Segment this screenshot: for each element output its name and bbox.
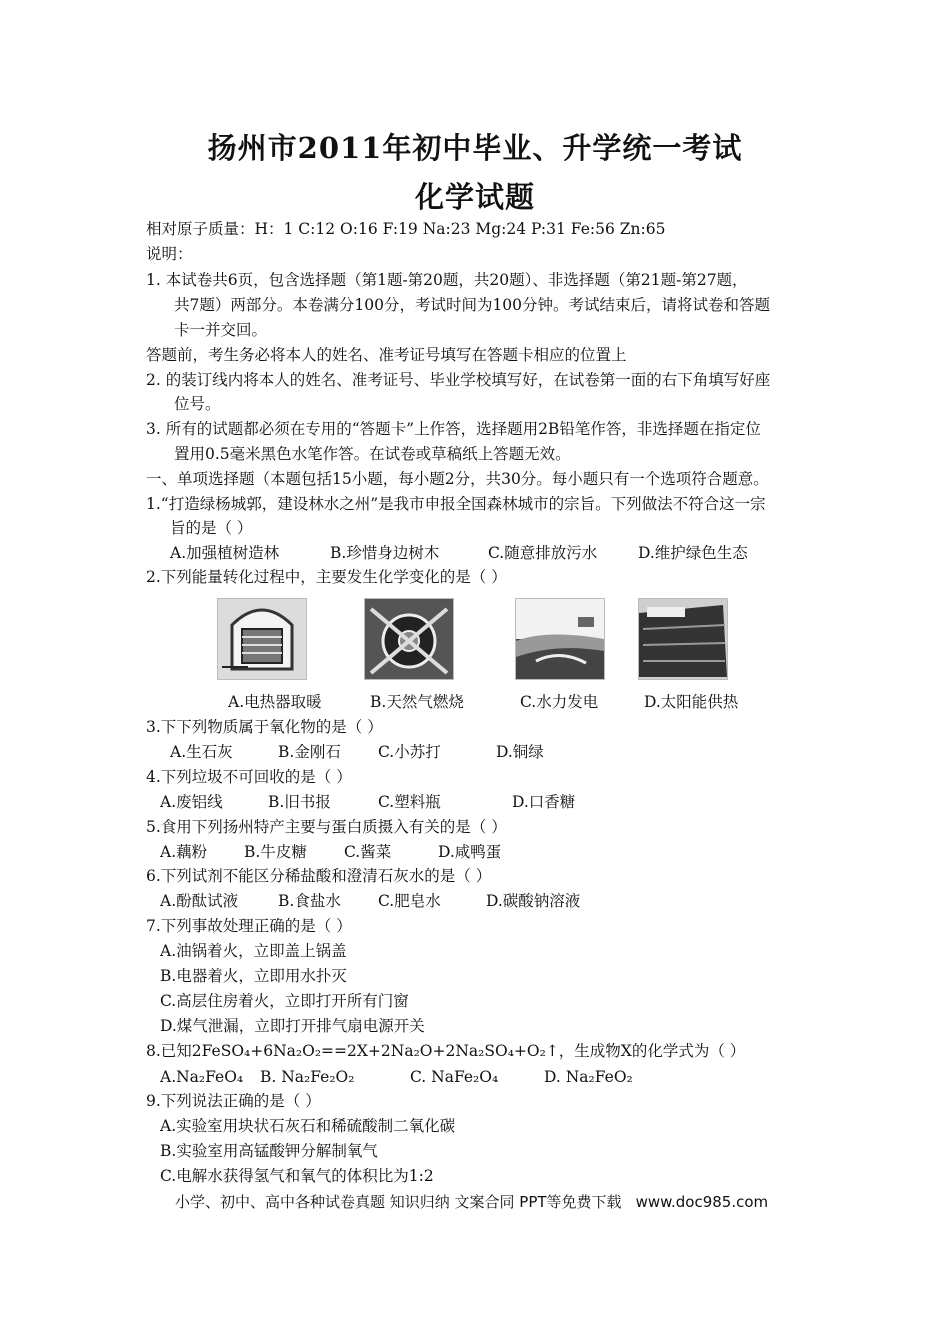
instruction-3-line-2: 置用0.5毫米黑色水笔作答。在试卷或草稿纸上答题无效。 <box>174 445 571 463</box>
option-d: D.维护绿色生态 <box>638 544 748 562</box>
hydropower-picture <box>515 598 605 680</box>
option-b: B.珍惜身边树木 <box>330 544 440 562</box>
question-3: 3.下下列物质属于氧化物的是（ ） <box>146 718 383 736</box>
instruction-3-line-1: 3. 所有的试题都必须在专用的“答题卡”上作答，选择题用2B铅笔作答，非选择题在指定位 <box>146 420 761 438</box>
question-9-option-b: B.实验室用高锰酸钾分解制氧气 <box>160 1142 378 1160</box>
option-b: B.牛皮糖 <box>244 843 307 861</box>
option-b: B.旧书报 <box>268 793 331 811</box>
option-a: A.藕粉 <box>160 843 208 861</box>
exam-title: 扬州市2011年初中毕业、升学统一考试 <box>207 131 743 165</box>
question-4: 4.下列垃圾不可回收的是（ ） <box>146 768 352 786</box>
question-7-option-d: D.煤气泄漏，立即打开排气扇电源开关 <box>160 1017 425 1035</box>
question-8-options <box>160 1067 633 1087</box>
option-c: C. NaFe₂O₄ <box>410 1068 499 1086</box>
question-2-options <box>228 692 738 712</box>
option-a: A.生石灰 <box>170 743 233 761</box>
option-d: D.太阳能供热 <box>644 693 739 711</box>
option-a: A.酚酞试液 <box>160 892 239 910</box>
option-a: A.加强植树造林 <box>170 544 280 562</box>
option-d: D.铜绿 <box>496 743 544 761</box>
option-c: C.随意排放污水 <box>488 544 598 562</box>
option-c: C.酱菜 <box>344 843 392 861</box>
question-7-option-c: C.高层住房着火，立即打开所有门窗 <box>160 992 409 1010</box>
electric-heater-picture <box>217 598 307 680</box>
question-1-options <box>170 543 748 563</box>
instruction-1-line-1: 1. 本试卷共6页，包含选择题（第1题-第20题，共20题）、非选择题（第21题-第27题， <box>146 271 748 289</box>
question-8: 8.已知2FeSO₄+6Na₂O₂==2X+2Na₂O+2Na₂SO₄+O₂↑，生成物X的化学式为（ ） <box>146 1042 746 1060</box>
question-9-option-c: C.电解水获得氢气和氧气的体积比为1:2 <box>160 1167 434 1185</box>
exam-subtitle: 化学试题 <box>414 180 535 214</box>
option-c: C.小苏打 <box>378 743 441 761</box>
question-1-line-1: 1.“打造绿杨城郭，建设林水之州”是我市申报全国森林城市的宗旨。下列做法不符合这一宗 <box>146 495 766 513</box>
option-c: C.塑料瓶 <box>378 793 441 811</box>
footer-text: 小学、初中、高中各种试卷真题 知识归纳 文案合同 PPT等免费下载 <box>175 1193 622 1211</box>
option-b: B.食盐水 <box>278 892 341 910</box>
option-c: C.水力发电 <box>520 693 599 711</box>
question-7: 7.下列事故处理正确的是（ ） <box>146 917 352 935</box>
option-d: D.碳酸钠溶液 <box>486 892 581 910</box>
solar-heater-picture <box>638 598 728 680</box>
question-1-line-2: 旨的是（ ） <box>170 519 253 537</box>
question-9: 9.下列说法正确的是（ ） <box>146 1092 321 1110</box>
footer-site-link[interactable]: www.doc985.com <box>635 1193 769 1211</box>
question-4-options <box>160 792 575 812</box>
instruction-2-line-2: 位号。 <box>174 395 221 413</box>
option-d: D.咸鸭蛋 <box>438 843 502 861</box>
atomic-mass-line: 相对原子质量：H：1 C:12 O:16 F:19 Na:23 Mg:24 P:31 Fe:56 Zn:65 <box>146 220 666 238</box>
question-7-option-b: B.电器着火，立即用水扑灭 <box>160 967 347 985</box>
option-d: D.口香糖 <box>512 793 576 811</box>
question-5-options <box>160 842 501 862</box>
instructions-heading: 说明： <box>146 245 193 263</box>
instruction-2-line-1: 2. 的装订线内将本人的姓名、准考证号、毕业学校填写好，在试卷第一面的右下角填写好座 <box>146 371 771 389</box>
question-2: 2.下列能量转化过程中，主要发生化学变化的是（ ） <box>146 568 507 586</box>
option-c: C.肥皂水 <box>378 892 441 910</box>
option-a: A.Na₂FeO₄ <box>160 1068 244 1086</box>
instruction-1-line-3: 卡一并交回。 <box>174 321 268 339</box>
question-5: 5.食用下列扬州特产主要与蛋白质摄入有关的是（ ） <box>146 818 507 836</box>
option-a: A.电热器取暖 <box>228 693 322 711</box>
option-d: D. Na₂FeO₂ <box>544 1068 633 1086</box>
instruction-pre-answer: 答题前，考生务必将本人的姓名、准考证号填写在答题卡相应的位置上 <box>146 346 627 364</box>
option-a: A.废铝线 <box>160 793 223 811</box>
question-3-options <box>170 742 544 762</box>
question-9-option-a: A.实验室用块状石灰石和稀硫酸制二氧化碳 <box>160 1117 456 1135</box>
footer <box>175 1191 768 1212</box>
question-7-option-a: A.油锅着火，立即盖上锅盖 <box>160 942 347 960</box>
instruction-1-line-2: 共7题）两部分。本卷满分100分，考试时间为100分钟。考试结束后，请将试卷和答题 <box>174 296 771 314</box>
section-1-heading: 一、单项选择题（本题包括15小题，每小题2分，共30分。每小题只有一个选项符合题意。 <box>146 470 769 488</box>
question-6-options <box>160 891 580 911</box>
option-b: B.天然气燃烧 <box>370 693 464 711</box>
option-b: B. Na₂Fe₂O₂ <box>260 1068 355 1086</box>
question-6: 6.下列试剂不能区分稀盐酸和澄清石灰水的是（ ） <box>146 867 492 885</box>
gas-stove-picture <box>364 598 454 680</box>
option-b: B.金刚石 <box>278 743 341 761</box>
